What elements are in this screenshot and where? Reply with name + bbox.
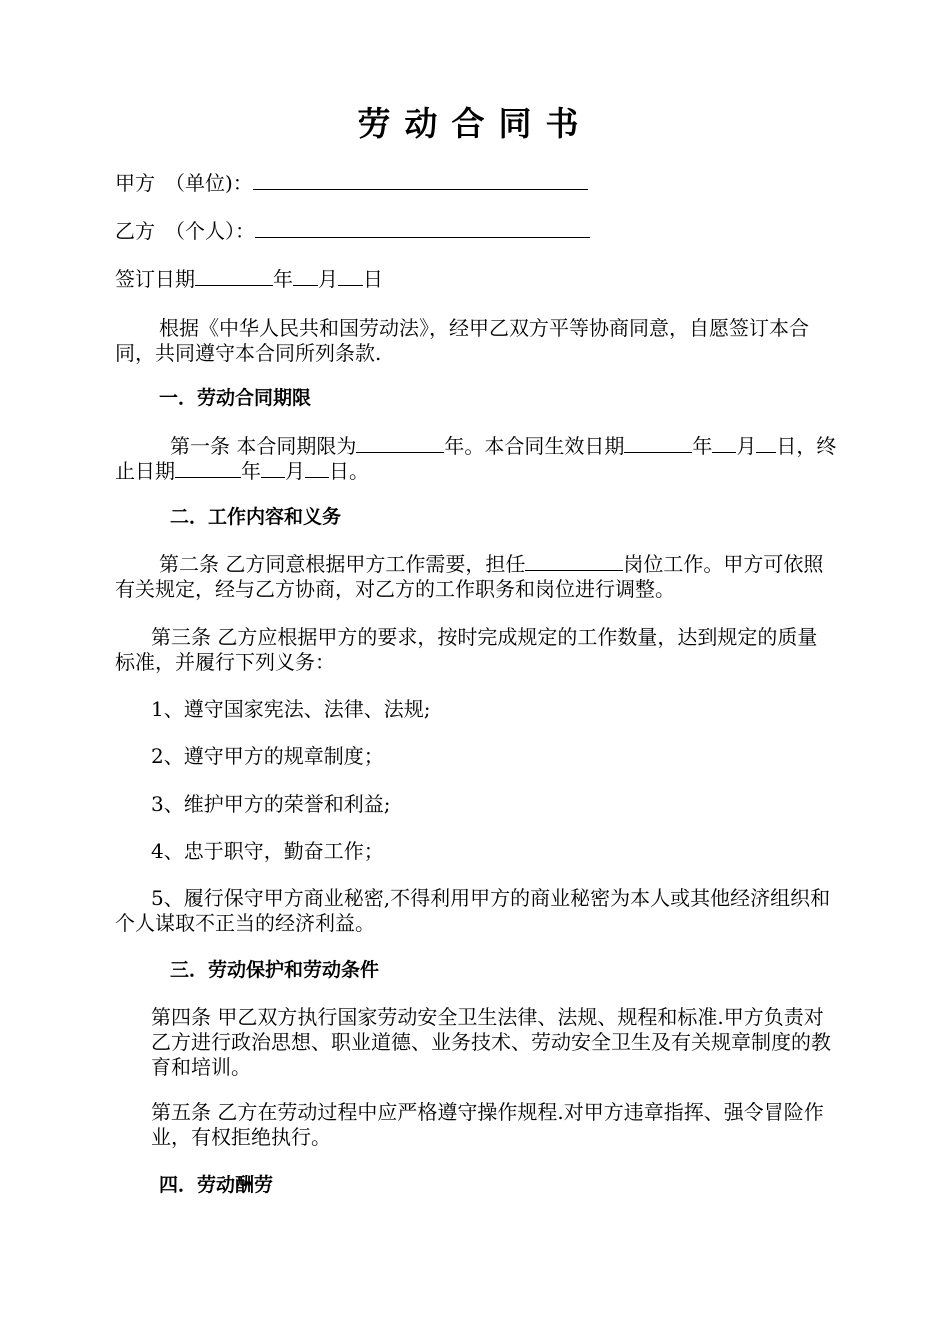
document-title: 劳动合同书 (357, 104, 593, 143)
sign-date-label: 签订日期 (115, 267, 195, 291)
article-1-text-g: 月 (285, 459, 305, 483)
end-day-blank[interactable] (305, 459, 329, 478)
article-2-paragraph (115, 552, 837, 602)
article-2-text-b: 岗位工作。甲方可依照有关规定，经与乙方协商，对乙方的工作职务和岗位进行调整。 (115, 552, 824, 601)
sign-month-blank[interactable] (293, 267, 318, 286)
sign-year-label: 年 (273, 267, 293, 291)
section-1-heading: 一．劳动合同期限 (159, 387, 312, 409)
duty-item-1: 1、遵守国家宪法、法律、法规; (151, 697, 431, 721)
effective-month-blank[interactable] (712, 434, 736, 453)
article-3-paragraph: 第三条 乙方应根据甲方的要求，按时完成规定的工作数量，达到规定的质量标准，并履行下列义务： (115, 625, 818, 674)
article-4-paragraph: 第四条 甲乙双方执行国家劳动安全卫生法律、法规、规程和标准.甲方负责对乙方进行政治思想、职业道德、业务技术、劳动安全卫生及有关规章制度的教育和培训。 (151, 1005, 831, 1079)
sign-year-blank[interactable] (195, 267, 273, 286)
sign-month-label: 月 (318, 267, 338, 291)
party-a-label: 甲方 （单位)： (115, 171, 253, 195)
article-1-text-a: 第一条 本合同期限为 (170, 434, 357, 458)
party-b-blank[interactable] (255, 219, 590, 238)
effective-day-blank[interactable] (756, 434, 776, 453)
article-1-text-f: 年 (241, 459, 261, 483)
duty-item-2: 2、遵守甲方的规章制度； (151, 744, 384, 768)
section-4-heading: 四．劳动酬劳 (159, 1174, 274, 1196)
end-month-blank[interactable] (261, 459, 285, 478)
sign-date-line (115, 267, 383, 292)
end-year-blank[interactable] (175, 459, 241, 478)
preamble-paragraph: 根据《中华人民共和国劳动法》，经甲乙双方平等协商同意，自愿签订本合同，共同遵守本合同所列条款. (115, 316, 809, 365)
party-a-blank[interactable] (253, 171, 588, 190)
article-2-text-a: 第二条 乙方同意根据甲方工作需要，担任 (159, 552, 526, 576)
party-b-line (115, 219, 590, 244)
article-5-paragraph: 第五条 乙方在劳动过程中应严格遵守操作规程.对甲方违章指挥、强令冒险作业，有权拒绝执行。 (151, 1100, 824, 1149)
section-3-heading: 三．劳动保护和劳动条件 (170, 959, 380, 981)
duty-item-5: 5、履行保守甲方商业秘密,不得利用甲方的商业秘密为本人或其他经济组织和个人谋取不正当的经济利益。 (115, 886, 831, 935)
article-1-paragraph (115, 434, 837, 484)
article-1-text-c: 年 (692, 434, 713, 458)
sign-day-blank[interactable] (338, 267, 363, 286)
section-2-heading: 二．工作内容和义务 (170, 506, 342, 528)
article-1-text-d: 月 (736, 434, 757, 458)
party-a-line (115, 171, 588, 196)
effective-year-blank[interactable] (624, 434, 692, 453)
contract-term-blank[interactable] (356, 434, 444, 453)
party-b-label: 乙方 （个人）： (115, 219, 255, 243)
duty-item-3: 3、维护甲方的荣誉和利益; (151, 792, 391, 816)
article-1-text-h: 日。 (329, 459, 369, 483)
position-blank[interactable] (525, 552, 623, 571)
article-1-text-b: 年。本合同生效日期 (444, 434, 625, 458)
duty-item-4: 4、忠于职守，勤奋工作； (151, 839, 384, 863)
sign-day-label: 日 (363, 267, 383, 291)
article-1-text-e: 日，终止日期 (115, 434, 837, 483)
